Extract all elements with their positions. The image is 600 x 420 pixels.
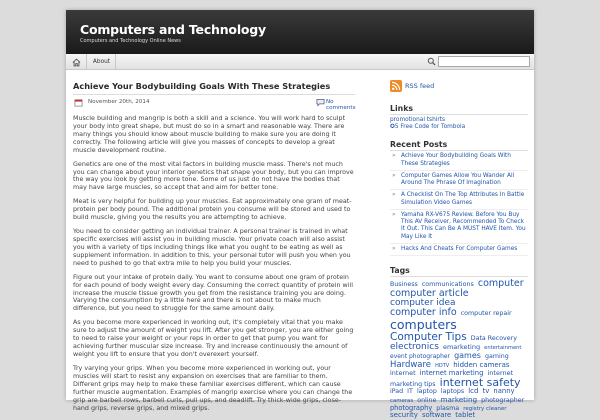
recent-posts-list [390, 153, 528, 256]
post-paragraph: Genetics are one of the most vital factors in building muscle mass. There's not much you can change about your interior genetics that shape your body, but you can improve the way you look by getting more tone. Some of us just do not have the bodies that may have large muscles, so accept that and aim for better tone. [73, 160, 354, 192]
tag-link[interactable]: event photographer [390, 352, 451, 360]
nav-bar [66, 54, 534, 70]
links-heading: Links [390, 104, 528, 115]
tag-link[interactable]: marketing tips [390, 380, 436, 388]
tag-link[interactable]: photography [390, 403, 433, 412]
site-title[interactable]: Computers and Technology [80, 22, 266, 37]
sidebar [390, 80, 528, 420]
recent-post-item[interactable]: » Computer Games Allow You Wander All Around The Phrase Of Imagination [390, 173, 528, 190]
tag-link[interactable]: Data Recovery [470, 334, 517, 342]
post-meta [73, 98, 356, 111]
site-header [66, 10, 534, 54]
page [66, 10, 534, 420]
tag-link[interactable]: tablet [455, 411, 476, 420]
tag-link[interactable]: Hardware [390, 359, 432, 370]
tags-heading: Tags [390, 266, 528, 277]
calendar-icon [74, 98, 83, 107]
nav-about-link[interactable]: About [88, 54, 116, 70]
tag-link[interactable]: hidden cameras [453, 360, 510, 369]
tag-link[interactable]: online [417, 396, 437, 404]
tag-link[interactable]: HDTV [435, 362, 450, 369]
recent-post-item[interactable]: » Yamaha RX-V675 Review. Before You Buy This AV Receiver, Recommended To Check It Out. This Can Be A MUST HAVE Item. You May Like It [390, 212, 528, 244]
home-icon [72, 58, 81, 67]
tag-link[interactable]: Business [390, 281, 418, 289]
tag-link[interactable]: computers [390, 317, 457, 333]
tag-link[interactable]: games [454, 350, 481, 360]
tag-link[interactable]: marketing [440, 394, 478, 404]
comments-link[interactable]: No comments [326, 99, 356, 111]
tag-link[interactable]: laptops [440, 388, 465, 396]
tag-link[interactable]: laptop [416, 388, 437, 396]
recent-post-item[interactable]: » A Checklist On The Top Attributes In Battle Simulation Video Games [390, 192, 528, 209]
tag-link[interactable]: Computer Tips [390, 330, 467, 343]
tag-link[interactable]: security [390, 411, 418, 420]
tag-link[interactable]: software [422, 411, 452, 420]
tag-link[interactable]: nanny [493, 387, 515, 396]
tag-link[interactable]: computer repair [460, 310, 512, 318]
post-body [73, 115, 355, 412]
tag-link[interactable]: entertainment [484, 344, 522, 351]
site-tagline: Computers and Technology Online News [80, 38, 181, 44]
search-icon[interactable] [427, 57, 436, 66]
tag-link[interactable]: internet [390, 368, 416, 377]
post-paragraph: Muscle building and mangrip is both a skill and a science. You will work hard to sculpt your body into great shape, but must do so in a smart and reasonable way. There are many things you should know about muscle building to make sure you are doing it correctly. The following article will give you masses of concepts to develop a great muscle development routine. [73, 115, 346, 154]
tag-link[interactable]: IT [407, 388, 413, 396]
post-title[interactable]: Achieve Your Bodybuilding Goals With These Strategies [73, 81, 355, 95]
rss-label: RSS feed [405, 82, 435, 90]
link-item[interactable]: ✪5 Free Code for Tombola [390, 124, 466, 131]
tag-link[interactable]: lcd [468, 387, 479, 396]
post-paragraph: As you become more experienced in working out, it's completely vital that you make sure to adjust the amount of weight you lift. After you get stronger, you are either going to need to raise your weight or your reps in order to get that pump you want for achieving further muscular size increase. Try and increase continuously the amount of weight you lift to ensure that you don't overexert yourself. [73, 319, 354, 358]
main-content [73, 81, 355, 418]
tag-link[interactable]: cameras [390, 397, 414, 404]
tag-link[interactable]: emarketing [442, 342, 481, 351]
tag-link[interactable]: internet safety [439, 375, 521, 389]
post-date: November 20th, 2014 [88, 99, 150, 105]
recent-posts-heading: Recent Posts [390, 140, 528, 151]
tag-link[interactable]: gaming [485, 352, 509, 360]
recent-post-item[interactable]: » Hacks And Cheats For Computer Games [390, 246, 528, 256]
search-input[interactable] [438, 56, 530, 67]
link-item[interactable]: promotional tshirts [390, 117, 446, 123]
rss-feed-link[interactable] [390, 80, 528, 94]
tag-link[interactable]: internet [487, 368, 514, 377]
post-paragraph: Meat is very helpful for building up your muscles. Eat approximately one gram of meat-protein per body pound. The additional protein you consume will be stored and used to build muscle, giving you the results you are attempting to achieve. [73, 198, 352, 222]
tag-link[interactable]: electronics [390, 341, 439, 352]
tag-link[interactable]: computer info [390, 307, 457, 319]
post-paragraph: Figure out your intake of protein daily. You want to consume about one gram of protein for each pound of body weight every day. Consuming the correct quantity of protein will increase the muscle tissue growth you get from the resistance training you are doing. Varying the consumption by a little here and there is not about to make much difference, but you need to struggle for the same amount daily. [73, 273, 353, 313]
home-button[interactable] [66, 54, 87, 70]
tag-link[interactable]: tv [482, 387, 490, 396]
tag-link[interactable]: photographer [481, 396, 525, 404]
comment-icon [316, 98, 325, 107]
post-paragraph: Try varying your grips. When you become more experienced in working out, your muscles will start to resist any expansion on exercises that are familiar to them. Different grips may help to make these familiar exercises different, which can cause further muscle augmentation. Examples of mangrip exercise where you can change the grip are barbell rows, barbell curls, pull ups, and deadlift. Try thick-wide grips, close-hand grips, reverse grips, and mixed grips. [73, 364, 353, 412]
rss-icon [390, 80, 402, 92]
tag-link[interactable]: computer idea [390, 297, 456, 308]
tag-link[interactable]: iPad [390, 388, 404, 396]
tag-link[interactable]: internet marketing [419, 368, 484, 377]
tag-cloud [390, 279, 528, 420]
recent-post-item[interactable]: » Achieve Your Bodybuilding Goals With These Strategies [390, 153, 528, 170]
tag-link[interactable]: communications [421, 281, 474, 289]
tag-link[interactable]: registry cleaner [463, 405, 507, 412]
links-list [390, 117, 528, 131]
tag-link[interactable]: computer article [390, 288, 469, 300]
tag-link[interactable]: plasma [436, 404, 460, 412]
tag-link[interactable]: computer [477, 278, 524, 290]
post-paragraph: You need to consider getting an individual trainer. A personal trainer is trained in what specific exercises will assist you in building muscle. Your private coach will also assist you with a variety of tips including things like what you ought to be eating as well as supplement information. In addition to this, your personal tutor will push you when you need to pushed to go that extra mile to help you build your muscles. [73, 228, 351, 267]
